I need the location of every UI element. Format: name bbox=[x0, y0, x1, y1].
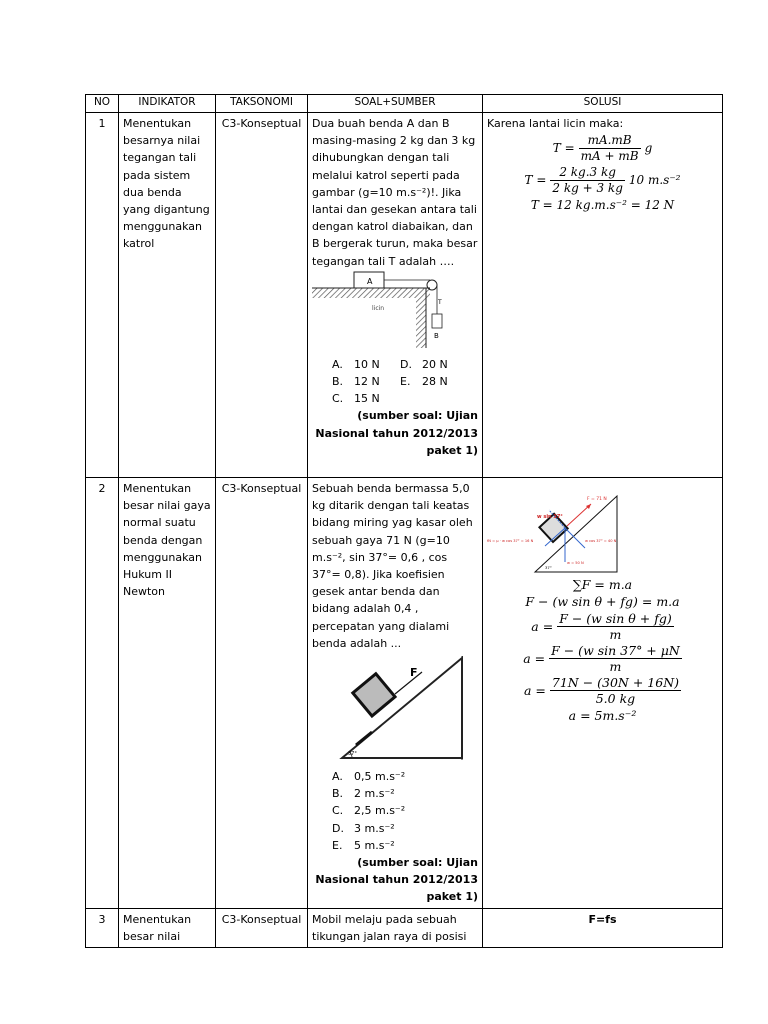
equation-line bbox=[487, 611, 718, 642]
option-value: 2 m.s⁻² bbox=[354, 787, 395, 801]
row-indikator: Menentukan besar nilai bbox=[119, 908, 216, 947]
fraction-denominator: 2 kg + 3 kg bbox=[552, 181, 623, 196]
option-letter: A. bbox=[332, 357, 343, 371]
equation-line: a = 5m.s⁻² bbox=[568, 708, 637, 724]
fraction-numerator: F − (w sin θ + fg) bbox=[559, 611, 672, 627]
diagram-friction-label: fN = μ · w cos 37° = 16 N bbox=[487, 539, 534, 543]
equation-rhs: g bbox=[644, 141, 653, 156]
option-value: 0,5 m.s⁻² bbox=[354, 770, 406, 784]
options-list bbox=[332, 768, 478, 854]
diagram-weight-label: w = 50 N bbox=[567, 561, 584, 565]
header-taksonomi: TAKSONOMI bbox=[216, 95, 308, 113]
option-value: 2,5 m.s⁻² bbox=[354, 804, 406, 818]
equation-line bbox=[487, 133, 718, 164]
header-indikator: INDIKATOR bbox=[119, 95, 216, 113]
fraction-denominator: 5.0 kg bbox=[595, 691, 636, 707]
fraction-numerator: 2 kg.3 kg bbox=[550, 165, 625, 181]
option-line bbox=[332, 837, 478, 854]
option-letter: B. bbox=[332, 787, 344, 801]
fraction-denominator: m bbox=[609, 627, 622, 643]
fraction-denominator: mA + mB bbox=[580, 149, 639, 164]
rope-label: T bbox=[438, 298, 442, 306]
option-line bbox=[332, 768, 478, 785]
option-value: 28 N bbox=[422, 375, 448, 389]
equation-lhs: a = bbox=[523, 651, 546, 667]
equation-lhs: T = bbox=[552, 141, 575, 156]
equation-rhs: 10 m.s⁻² bbox=[628, 173, 681, 188]
equation-lhs: T = bbox=[524, 173, 547, 188]
row-solusi bbox=[483, 113, 723, 478]
diagram-wsin-label: w sin 37° bbox=[537, 514, 563, 520]
solution-equations bbox=[487, 576, 718, 725]
question-text: Dua buah benda A dan B masing-masing 2 kg dan 3 kg dihubungkan dengan tali melalui katrol seperti pada gambar (g=10 m.s⁻²)!. Jika lantai dan gesekan antara tali dengan katrol diabaikan, dan B bergerak turun, maka besar tegangan tali T adalah …. bbox=[312, 117, 478, 268]
row-soal bbox=[308, 478, 483, 909]
option-letter: E. bbox=[332, 838, 343, 852]
row-soal: Mobil melaju pada sebuah tikungan jalan raya di posisi bbox=[308, 908, 483, 947]
option-value: 5 m.s⁻² bbox=[354, 838, 395, 852]
option-letter: B. bbox=[332, 375, 344, 389]
header-solusi: SOLUSI bbox=[483, 95, 723, 113]
incline-figure bbox=[312, 652, 477, 764]
block-a-label: A bbox=[367, 276, 373, 286]
fraction bbox=[550, 675, 681, 706]
table-row bbox=[86, 113, 723, 478]
fraction-numerator: mA.mB bbox=[579, 133, 641, 149]
option-letter: A. bbox=[332, 770, 343, 784]
pulley-figure bbox=[312, 270, 452, 352]
equation-line bbox=[487, 165, 718, 196]
row-no: 2 bbox=[86, 478, 119, 909]
solution-equations bbox=[487, 133, 718, 214]
equation-line: F − (w sin θ + fg) = m.a bbox=[525, 594, 680, 610]
option-value: 10 N bbox=[354, 357, 380, 371]
option-value: 3 m.s⁻² bbox=[354, 821, 395, 835]
option-line bbox=[332, 820, 478, 837]
question-text: Sebuah benda bermassa 5,0 kg ditarik dengan tali keatas bidang miring yag kasar oleh sebuah gaya 71 N (g=10 m.s⁻², sin 37°= 0,6 , cos 37°= 0,8). Jika koefisien gesek antar benda dan bidang adalah 0,4 , percepatan yang dialami benda adalah ... bbox=[312, 482, 473, 650]
header-soal: SOAL+SUMBER bbox=[308, 95, 483, 113]
option-line bbox=[332, 373, 478, 390]
options-list bbox=[332, 356, 478, 408]
fraction-denominator: m bbox=[609, 659, 622, 675]
option-value: 15 N bbox=[354, 392, 380, 406]
question-source: (sumber soal: Ujian Nasional tahun 2012/2013 paket 1) bbox=[315, 409, 478, 457]
fraction bbox=[557, 611, 674, 642]
option-line bbox=[332, 390, 478, 407]
row-no: 1 bbox=[86, 113, 119, 478]
row-no: 3 bbox=[86, 908, 119, 947]
equation-line bbox=[487, 675, 718, 706]
row-solusi bbox=[483, 478, 723, 909]
diagram-angle-label: 37° bbox=[545, 565, 552, 570]
block-b-label: B bbox=[434, 331, 439, 340]
angle-label: 37° bbox=[348, 751, 357, 758]
option-line bbox=[332, 785, 478, 802]
option-letter: D. bbox=[332, 821, 344, 835]
row-indikator: Menentukan besar nilai gaya normal suatu benda dengan menggunakan Hukum II Newton bbox=[119, 478, 216, 909]
row-taksonomi: C3-Konseptual bbox=[216, 113, 308, 478]
row-taksonomi: C3-Konseptual bbox=[216, 478, 308, 909]
fraction-numerator: F − (w sin 37° + μN bbox=[551, 643, 680, 659]
option-value: 20 N bbox=[422, 357, 448, 371]
fraction bbox=[550, 165, 625, 196]
fraction-numerator: 71N − (30N + 16N) bbox=[551, 675, 680, 691]
floor-label: licin bbox=[372, 304, 385, 312]
header-no: NO bbox=[86, 95, 119, 113]
option-letter: C. bbox=[332, 804, 344, 818]
option-value: 12 N bbox=[354, 375, 380, 389]
option-letter: D. bbox=[400, 357, 412, 371]
equation-line bbox=[487, 643, 718, 674]
option-line bbox=[332, 356, 478, 373]
row-taksonomi: C3-Konseptual bbox=[216, 908, 308, 947]
fraction bbox=[579, 133, 641, 164]
option-letter: C. bbox=[332, 392, 344, 406]
diagram-wcos-label: w cos 37° = 40 N bbox=[585, 539, 617, 543]
table-row bbox=[86, 478, 723, 909]
table-row bbox=[86, 908, 723, 947]
fraction bbox=[549, 643, 682, 674]
lesson-table bbox=[85, 94, 723, 948]
header-row bbox=[86, 95, 723, 113]
option-letter: E. bbox=[400, 375, 411, 389]
row-indikator: Menentukan besarnya nilai tegangan tali pada sistem dua benda yang digantung menggunakan katrol bbox=[119, 113, 216, 478]
option-line bbox=[332, 802, 478, 819]
equation-line: ∑F = m.a bbox=[572, 577, 633, 592]
solution-intro: Karena lantai licin maka: bbox=[487, 117, 624, 130]
equation-lhs: a = bbox=[523, 683, 546, 699]
question-source: (sumber soal: Ujian Nasional tahun 2012/2013 paket 1) bbox=[315, 856, 478, 904]
row-soal bbox=[308, 113, 483, 478]
equation-lhs: a = bbox=[531, 619, 554, 635]
diagram-force-label: F = 71 N bbox=[587, 497, 607, 502]
row-solusi: F=fs bbox=[483, 908, 723, 947]
force-label: F bbox=[410, 666, 418, 680]
equation-line: T = 12 kg.m.s⁻² = 12 N bbox=[530, 198, 675, 213]
force-diagram bbox=[487, 484, 637, 576]
